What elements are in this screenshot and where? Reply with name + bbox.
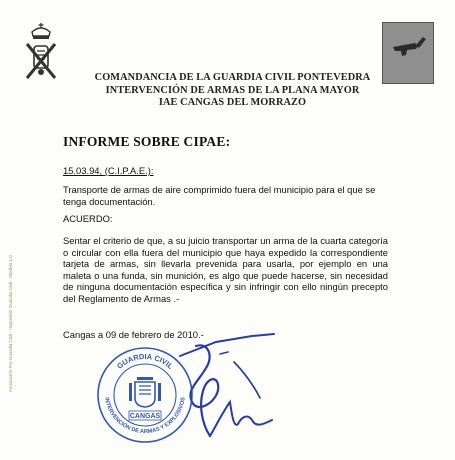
subject-text: Transporte de armas de aire comprimido fuera del municipio para el que se tenga documentación. xyxy=(63,184,376,207)
stamp-bottom-text: INTERVENCIÓN DE ARMAS Y EXPLOSIVOS xyxy=(103,396,187,436)
report-title: INFORME SOBRE CIPAE: xyxy=(63,134,231,149)
letterhead-line-1: COMANDANCIA DE LA GUARDIA CIVIL PONTEVEDRA xyxy=(94,72,371,83)
handwritten-signature xyxy=(172,332,277,452)
letterhead-line-3: IAE CANGAS DEL MORRAZO xyxy=(158,97,307,108)
stamp-top-text: GUARDIA CIVIL xyxy=(115,351,175,371)
place-date: Cangas a 09 de febrero de 2010.- xyxy=(63,329,204,340)
coat-of-arms-icon xyxy=(129,377,161,407)
agreement-body: Sentar el criterio de que, a su juicio transportar un arma de la cuarta categoría o circular con ella fuera del municipio que haya expedido la correspondiente tarjeta de armas, sin llevarla prevenida para usarla, por ejemplo en una maleta o una funda, sin munición, es algo que puede hacerse, sin necesidad de ninguna documentación específica y sin infringir con ello ningún precepto del Reglamento de Armas .- xyxy=(63,235,388,304)
stamp-center-text: CANGAS xyxy=(129,413,161,420)
letterhead-line-2: INTERVENCIÓN DE ARMAS DE LA PLANA MAYOR xyxy=(105,84,360,96)
agreement-label: ACUERDO: xyxy=(63,213,113,224)
letterhead xyxy=(60,72,405,110)
guardia-civil-crest-icon xyxy=(20,22,62,84)
margin-note: Asociación Pro Guardia Civil - Impresión Guardia Civil - Modelo 1.0 xyxy=(8,255,13,392)
reference-code: 15.03.94, (C.I.P.A.E.): xyxy=(63,165,154,176)
